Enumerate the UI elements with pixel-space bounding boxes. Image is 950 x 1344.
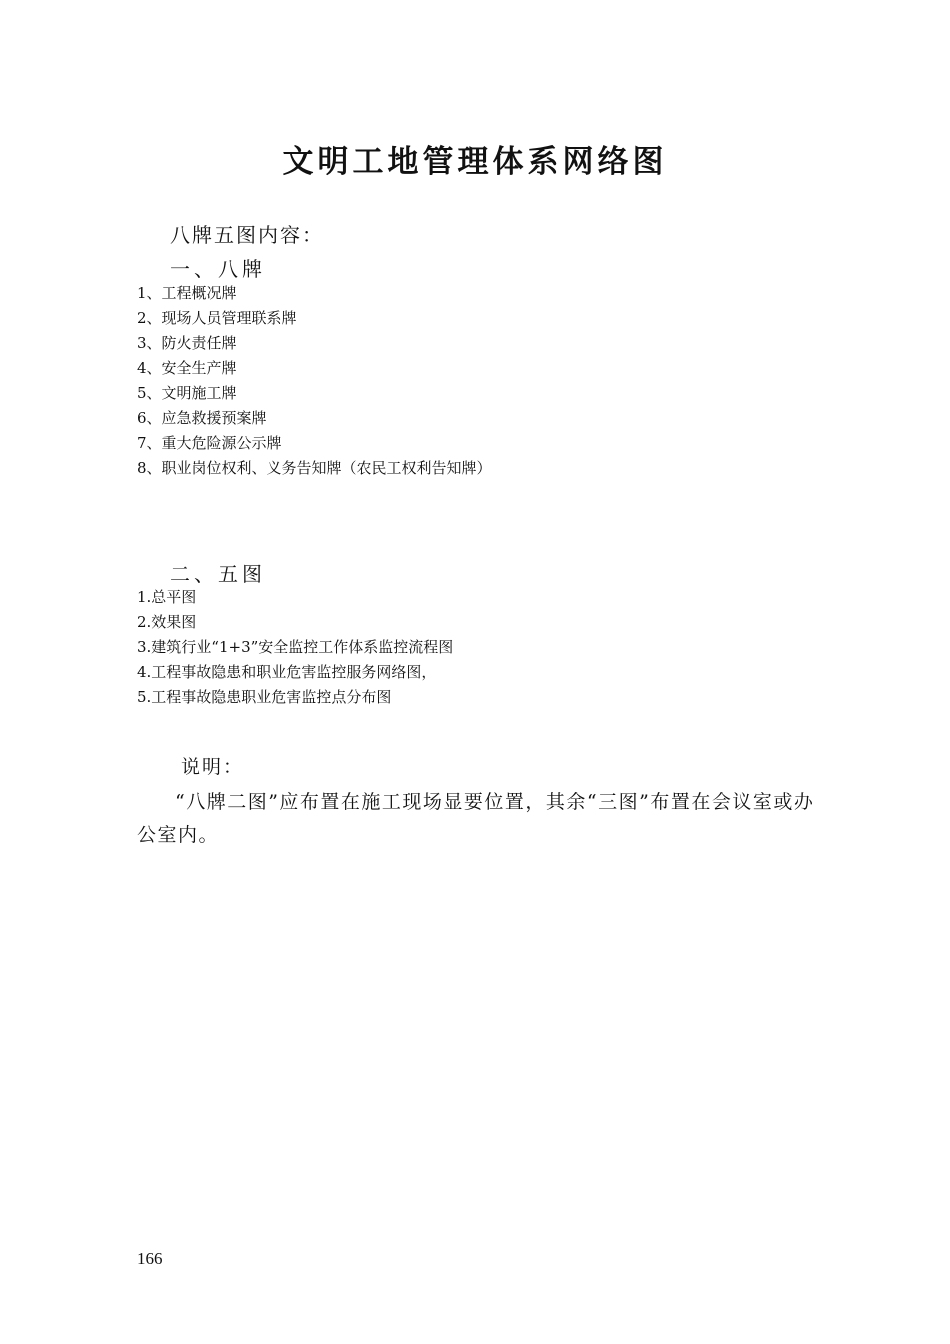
section-heading-signboards: 一、八牌: [170, 257, 266, 281]
list-item: 5.工程事故隐患职业危害监控点分布图: [137, 688, 392, 706]
list-item: 1、工程概况牌: [137, 284, 237, 302]
note-label: 说明：: [181, 756, 245, 778]
list-item: 5、文明施工牌: [137, 384, 237, 402]
page-number: 166: [137, 1249, 163, 1268]
list-item: 4、安全生产牌: [137, 359, 237, 377]
section-heading-diagrams: 二、五图: [170, 562, 266, 586]
list-item: 8、职业岗位权利、义务告知牌（农民工权利告知牌）: [137, 459, 492, 477]
list-item: 3、防火责任牌: [137, 334, 237, 352]
signboard-list: [137, 281, 492, 481]
list-item: 6、应急救援预案牌: [137, 409, 267, 427]
diagram-list: [137, 585, 453, 710]
page-title: 文明工地管理体系网络图: [282, 144, 668, 180]
intro-text: 八牌五图内容：: [170, 223, 324, 247]
note-body: “八牌二图”应布置在施工现场显要位置，其余“三图”布置在会议室或办公室内。: [137, 791, 815, 846]
list-item: 4.工程事故隐患和职业危害监控服务网络图，: [137, 663, 437, 681]
list-item: 2.效果图: [137, 613, 197, 631]
list-item: 3.建筑行业“1+3”安全监控工作体系监控流程图: [137, 638, 454, 656]
list-item: 2、现场人员管理联系牌: [137, 309, 297, 327]
list-item: 1.总平图: [137, 588, 197, 606]
list-item: 7、重大危险源公示牌: [137, 434, 282, 452]
